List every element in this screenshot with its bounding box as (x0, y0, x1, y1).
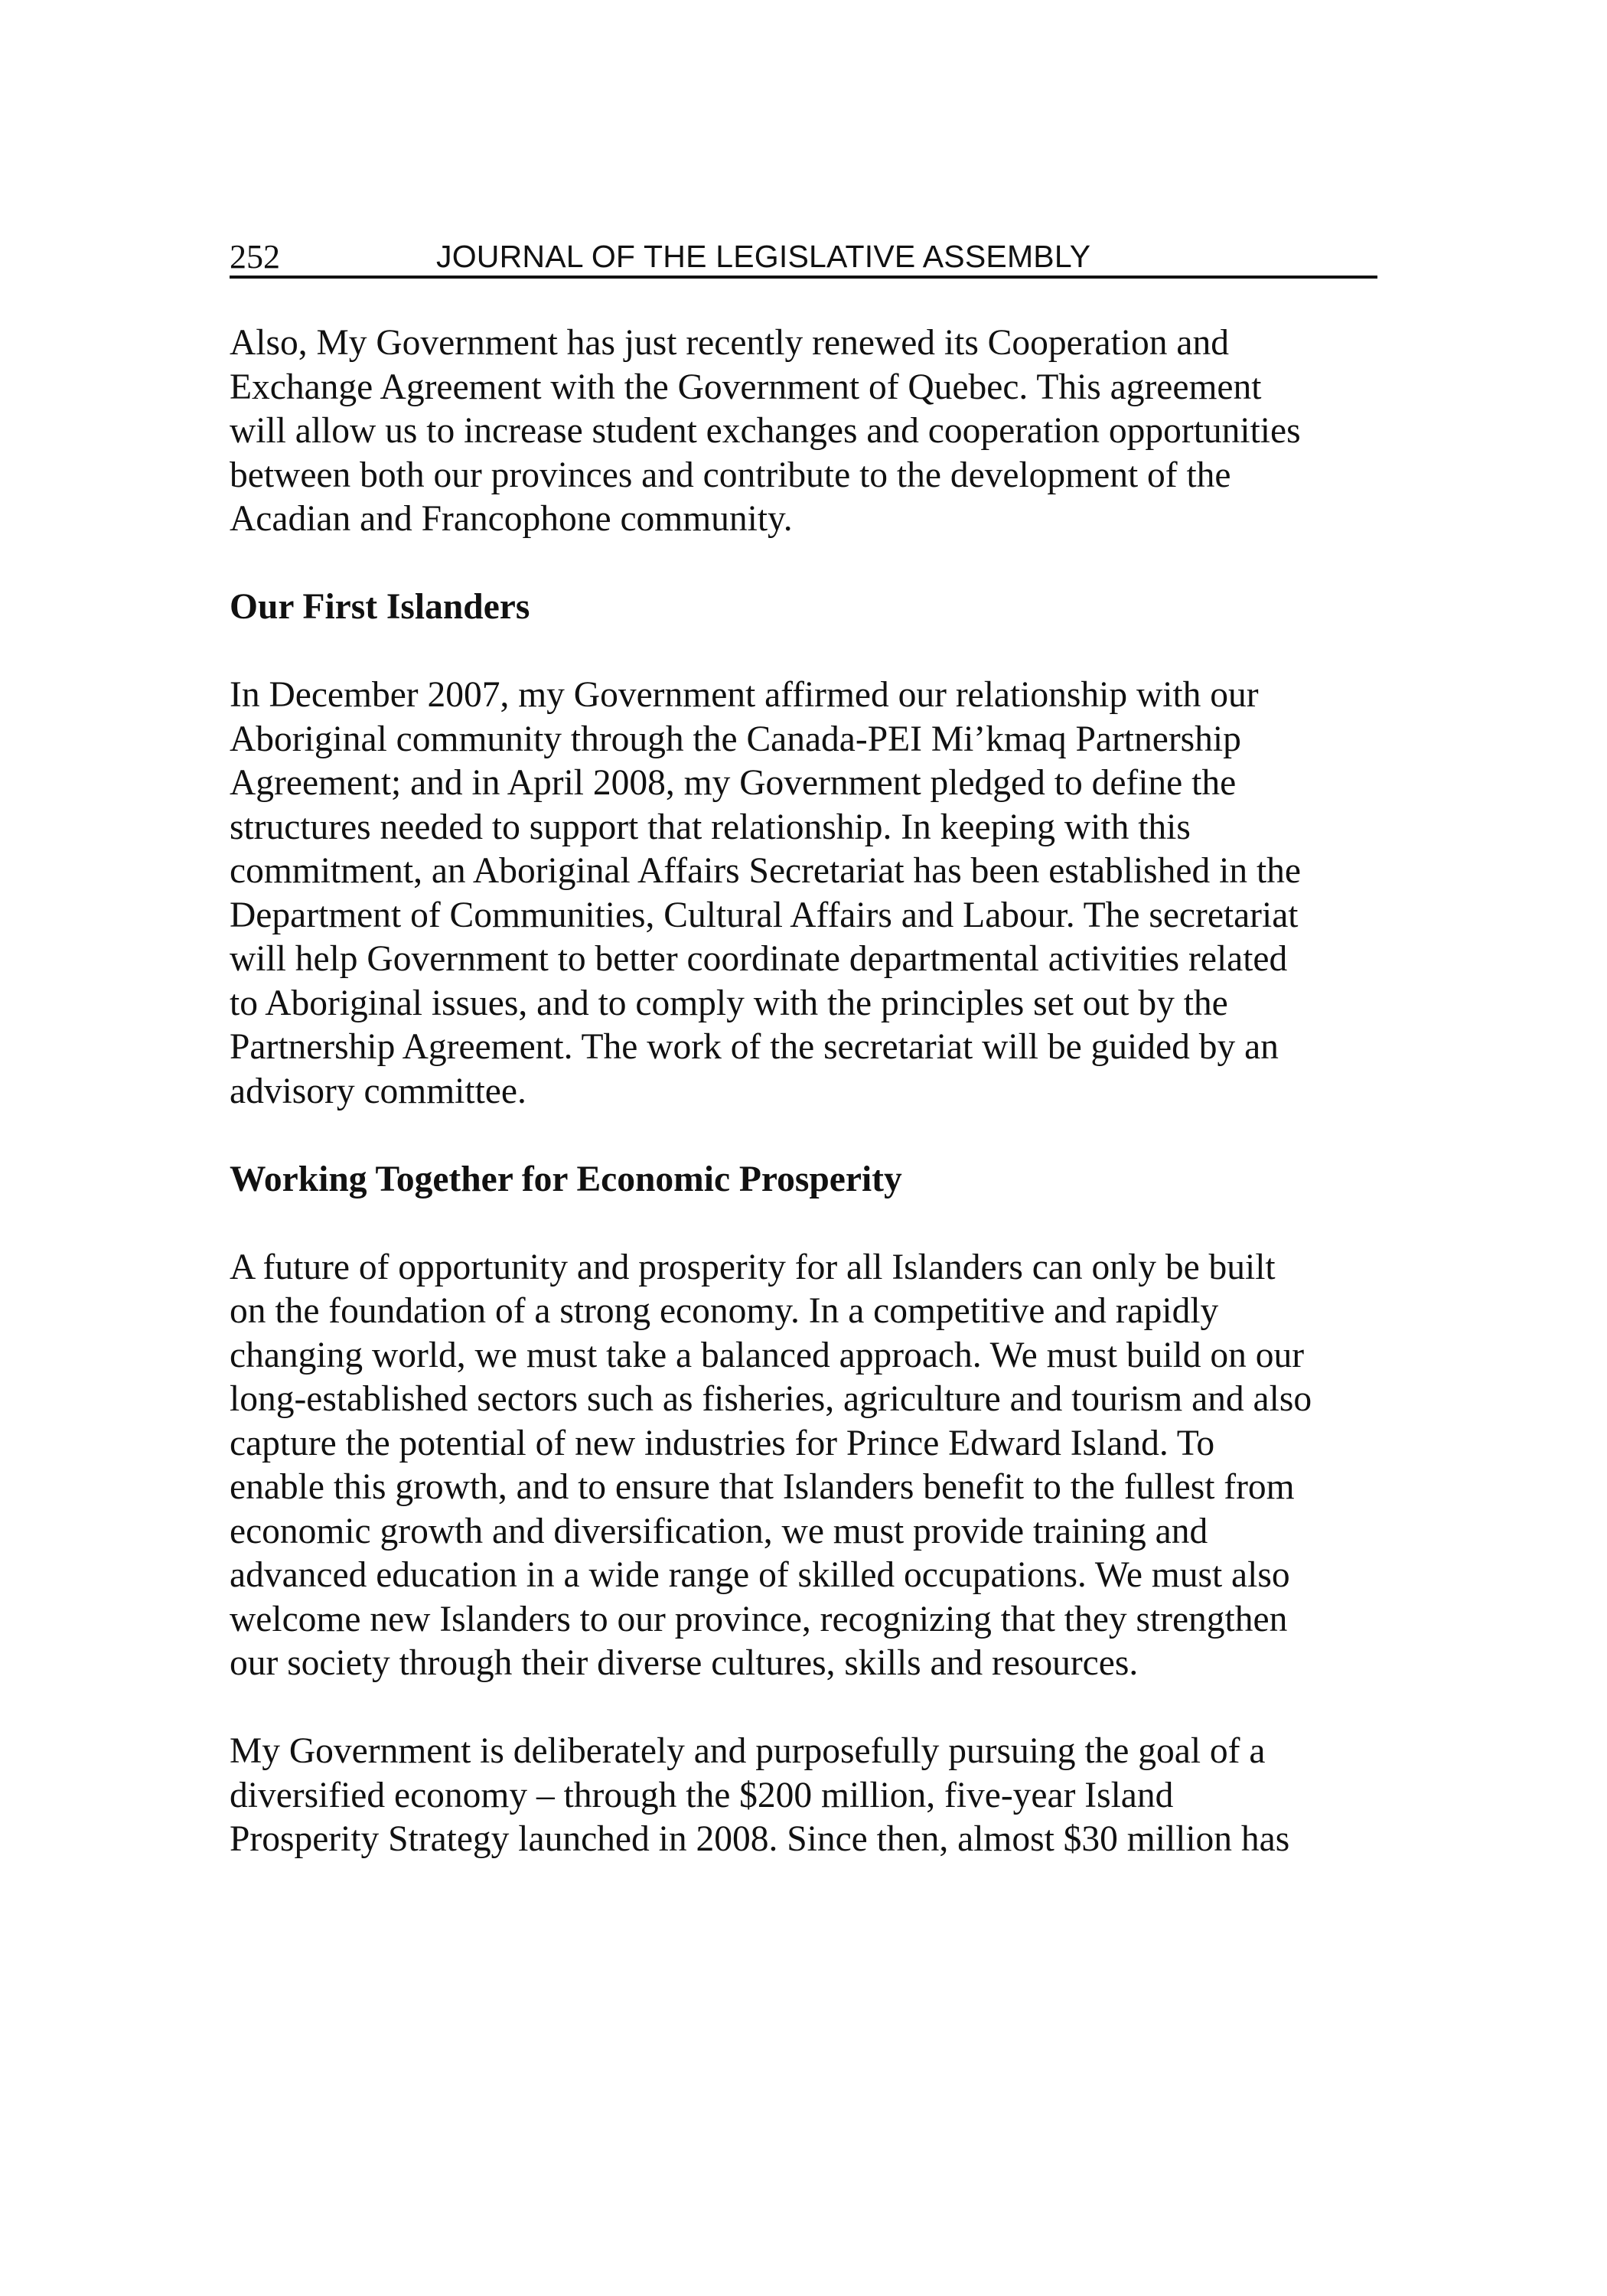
text-line: structures needed to support that relationship. In keeping with this (230, 807, 1191, 847)
text-line: long-established sectors such as fisheries, agriculture and tourism and also (230, 1379, 1312, 1419)
page-number: 252 (230, 238, 280, 276)
text-line: Prosperity Strategy launched in 2008. Since then, almost $30 million has (230, 1819, 1290, 1859)
text-line: on the foundation of a strong economy. In a competitive and rapidly (230, 1291, 1219, 1331)
page-header (230, 231, 1377, 279)
first-islanders-paragraph (230, 673, 1393, 1114)
economic-prosperity-paragraph-2 (230, 1730, 1393, 1862)
text-line: economic growth and diversification, we must provide training and (230, 1511, 1208, 1551)
running-head: JOURNAL OF THE LEGISLATIVE ASSEMBLY (436, 239, 1091, 274)
text-line: changing world, we must take a balanced approach. We must build on our (230, 1335, 1305, 1375)
text-line: will help Government to better coordinate departmental activities related (230, 939, 1288, 979)
text-line: Acadian and Francophone community. (230, 499, 793, 539)
text-line: Agreement; and in April 2008, my Government pledged to define the (230, 763, 1237, 803)
text-line: to Aboriginal issues, and to comply with the principles set out by the (230, 983, 1228, 1023)
text-line: our society through their diverse cultures, skills and resources. (230, 1643, 1139, 1683)
section-heading-economic-prosperity: Working Together for Economic Prosperity (230, 1159, 902, 1199)
text-line: between both our provinces and contribute to the development of the (230, 455, 1231, 495)
text-line: Partnership Agreement. The work of the secretariat will be guided by an (230, 1027, 1279, 1067)
text-line: Department of Communities, Cultural Affairs and Labour. The secretariat (230, 895, 1299, 935)
text-line: advisory committee. (230, 1071, 526, 1111)
text-line: Aboriginal community through the Canada-PEI Mi’kmaq Partnership (230, 719, 1241, 759)
economic-prosperity-paragraph-1 (230, 1246, 1393, 1686)
text-line: will allow us to increase student exchanges and cooperation opportunities (230, 411, 1301, 451)
text-line: capture the potential of new industries for Prince Edward Island. To (230, 1423, 1215, 1463)
text-line: welcome new Islanders to our province, recognizing that they strengthen (230, 1599, 1288, 1639)
section-heading-first-islanders: Our First Islanders (230, 587, 530, 627)
text-line: enable this growth, and to ensure that Islanders benefit to the fullest from (230, 1467, 1295, 1507)
text-line: A future of opportunity and prosperity for all Islanders can only be built (230, 1247, 1276, 1287)
text-line: My Government is deliberately and purposefully pursuing the goal of a (230, 1731, 1266, 1771)
text-line: diversified economy – through the $200 million, five-year Island (230, 1775, 1174, 1815)
text-line: Exchange Agreement with the Government of Quebec. This agreement (230, 367, 1262, 407)
text-line: Also, My Government has just recently renewed its Cooperation and (230, 323, 1229, 363)
intro-paragraph (230, 321, 1393, 542)
text-line: advanced education in a wide range of skilled occupations. We must also (230, 1555, 1290, 1595)
body-text (230, 321, 1393, 1906)
text-line: In December 2007, my Government affirmed our relationship with our (230, 675, 1259, 715)
text-line: commitment, an Aboriginal Affairs Secretariat has been established in the (230, 851, 1301, 891)
